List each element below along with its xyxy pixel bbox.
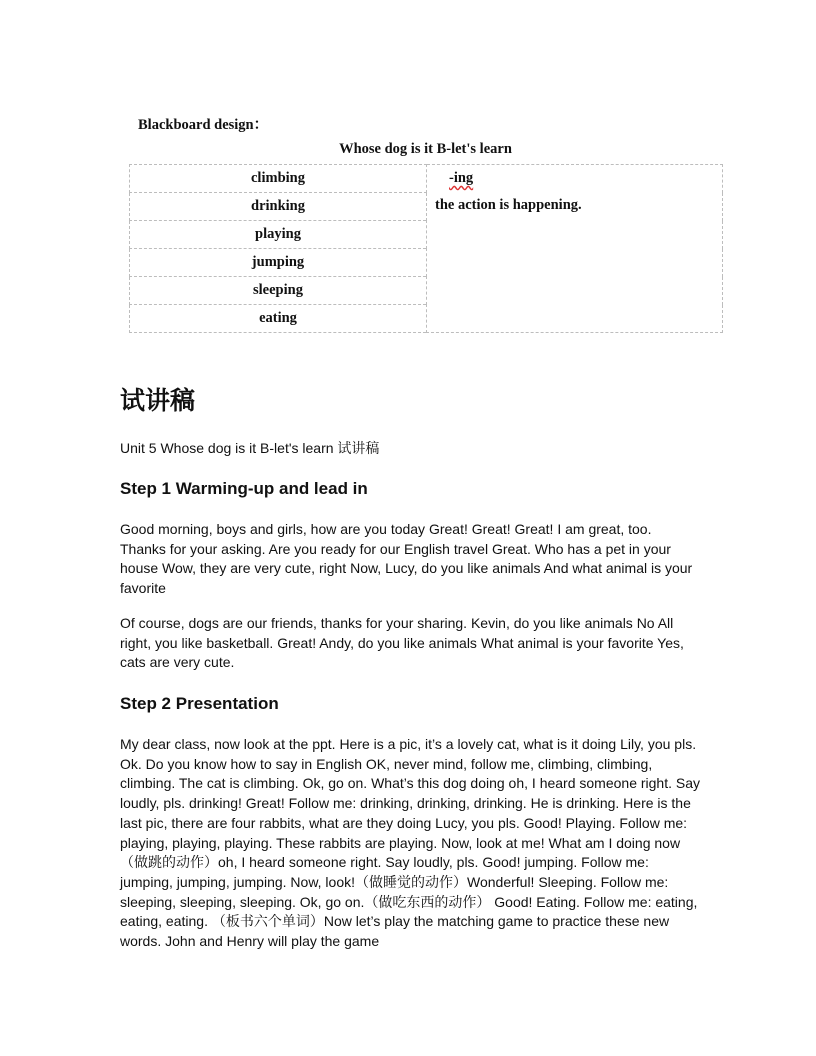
word-cell: drinking [130, 193, 427, 221]
section-heading: 试讲稿 [120, 387, 196, 415]
step2-paragraph-1: My dear class, now look at the ppt. Here is a pic, it’s a lovely cat, what is it doing Lily, you pls. Ok. Do you know how to say in English OK, never mind, follow me, climbing, climbing, climbing. The cat is climbing. Ok, go on. What’s this dog doing oh, I heard someone right. Say loudly, pls. drinking! Great! Follow me: drinking, drinking, drinking. He is drinking. Here is the last pic, there are four rabbits, what are they doing Lucy, you pls. Good! Playing. Follow me: playing, playing, playing. These rabbits are playing. Now, look at me! What am I doing now（做跳的动作）oh, I heard someone right. Say loudly, pls. Good! jumping. Follow me: jumping, jumping, jumping. Now, look!（做睡觉的动作）Wonderful! Sleeping. Follow me: sleeping, sleeping, sleeping. Ok, go on.（做吃东西的动作） Good! Eating. Follow me: eating, eating, eating. （板书六个单词）Now let’s play the matching game to practice these new words. John and Henry will play the game [120, 736, 701, 950]
step2-heading: Step 2 Presentation [120, 694, 279, 713]
step1-paragraph-1: Good morning, boys and girls, how are you today Great! Great! Great! I am great, too. Thanks for your asking. Are you ready for our English travel Great. Who has a pet in your house Wow, they are very cute, right Now, Lucy, do you like animals And what animal is your favorite [120, 521, 693, 597]
table-row [130, 165, 723, 193]
blackboard-title: Whose dog is it B-let's learn [339, 141, 512, 157]
action-note: the action is happening. [435, 197, 582, 213]
word-cell: jumping [130, 249, 427, 277]
step1-paragraph-2: Of course, dogs are our friends, thanks for your sharing. Kevin, do you like animals No All right, you like basketball. Great! Andy, do you like animals What animal is your favorite Yes, cats are very cute. [120, 615, 684, 671]
script-subtitle: Unit 5 Whose dog is it B-let's learn 试讲稿 [120, 440, 380, 456]
word-cell: playing [130, 221, 427, 249]
suffix-cell [427, 165, 723, 333]
ing-suffix: -ing [449, 170, 474, 186]
blackboard-table [129, 164, 723, 333]
word-cell: sleeping [130, 277, 427, 305]
blackboard-label: Blackboard design： [138, 117, 269, 133]
word-cell: eating [130, 305, 427, 333]
word-cell: climbing [130, 165, 427, 193]
step1-heading: Step 1 Warming-up and lead in [120, 479, 368, 498]
